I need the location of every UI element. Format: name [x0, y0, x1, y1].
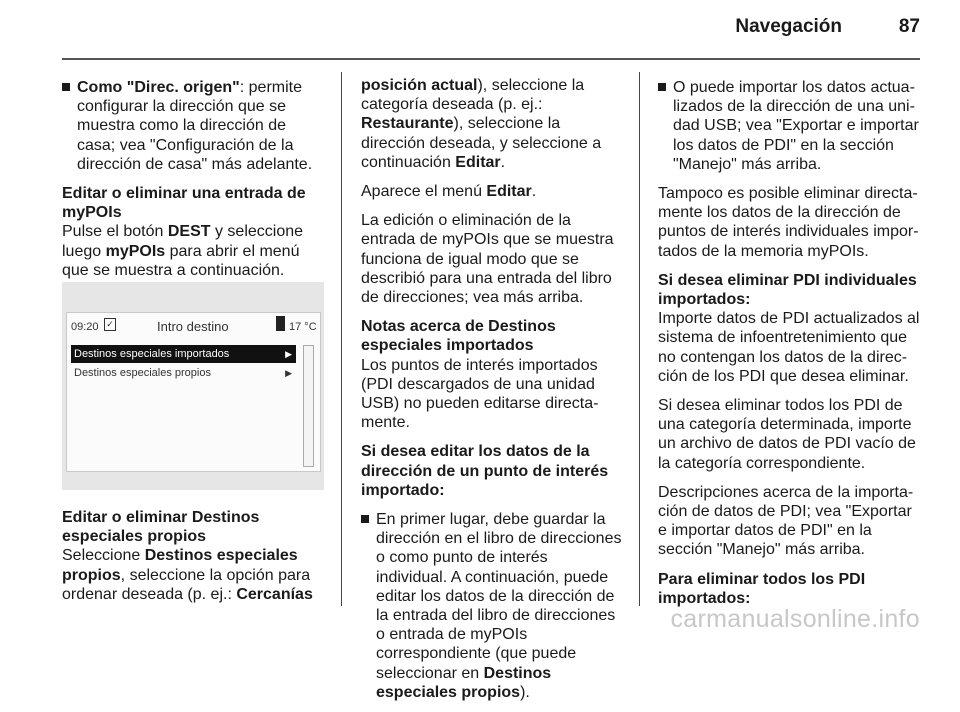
- screenshot-figure: [62, 282, 324, 490]
- text-run: Aparece el menú: [361, 183, 487, 201]
- text-strong: myPOIs: [105, 242, 166, 260]
- bullet-direc-origen: [62, 78, 324, 174]
- bullet-strong: Como "Direc. origen": [77, 79, 240, 96]
- paragraph-seleccione: [62, 546, 324, 604]
- thermometer-icon: [276, 316, 285, 331]
- heading-editar-propios: Editar o eliminar Destinos especiales propios: [62, 509, 260, 546]
- column-3: [658, 78, 922, 608]
- column-divider-1: [341, 72, 342, 606]
- screen-scrollbar[interactable]: [303, 345, 314, 467]
- text-run: En primer lugar, debe guardar la dirección en el libro de direcciones o como punto de interés individual. A continuación, puede editar los datos de la dirección de la entrada del libro de direcciones o entrada de myPOIs correspondiente (que puede seleccionar en: [376, 511, 622, 682]
- screen-status-bar: [67, 313, 320, 337]
- text-strong: Destinos especiales propios: [376, 664, 552, 701]
- column-divider-2: [639, 72, 640, 606]
- text-run: Seleccione: [62, 547, 145, 565]
- paragraph-pdi-importados: Los puntos de interés importados (PDI descargados de una unidad USB) no pueden editarse directamente.: [361, 356, 599, 432]
- section-title: Navegación: [735, 16, 842, 37]
- paragraph-continuation: [361, 76, 623, 172]
- heading-editar-datos: Si desea editar los datos de la dirección de un punto de interés importado:: [361, 443, 609, 499]
- text-run: O puede importar los datos actualizados de la dirección de una unidad USB; vea "Exportar e importar los datos de PDI" en la sección "Manejo" más arriba.: [673, 79, 919, 173]
- bullet-importar-usb: [658, 78, 922, 174]
- paragraph-aparece-menu: [361, 182, 623, 201]
- heading-notas-importados: Notas acerca de Destinos especiales importados: [361, 318, 556, 355]
- text-run: para abrir el menú que se muestra a continuación.: [62, 242, 300, 279]
- text-strong: Editar: [455, 153, 501, 171]
- menu-item-label: Destinos especiales importados: [74, 348, 230, 360]
- bullet-text: : permite configurar la dirección que se muestra como la dirección de casa; vea "Configuración de la dirección de casa" más adelante.: [77, 79, 313, 173]
- header-divider: [62, 58, 920, 60]
- text-run: ).: [520, 683, 530, 701]
- column-1-lower: [62, 508, 324, 614]
- text-run: y seleccione luego: [62, 223, 304, 260]
- temperature-text: 17 °C: [289, 321, 317, 333]
- text-strong: Restaurante: [361, 115, 454, 133]
- bullet-square-icon: [62, 83, 70, 91]
- paragraph-edicion: La edición o eliminación de la entrada de myPOIs que se muestra funciona de igual modo que se describió para una entrada del libro de direcciones; vea más arriba.: [361, 212, 614, 307]
- text-strong: posición actual: [361, 77, 478, 94]
- page-header: [0, 0, 960, 50]
- column-2: [361, 76, 623, 712]
- menu-item-label: Destinos especiales propios: [74, 367, 211, 379]
- text-strong: DEST: [167, 223, 211, 241]
- text-run: ), seleccione la categoría deseada (p. ej.:: [361, 77, 585, 114]
- menu-item-propios[interactable]: [71, 364, 296, 382]
- text-run: Pulse el botón: [62, 223, 168, 241]
- text-strong: Cercanías: [236, 585, 313, 603]
- menu-item-importados[interactable]: [71, 345, 296, 363]
- text-run: ), seleccione la dirección deseada, y seleccione a continuación: [361, 115, 602, 171]
- infotainment-screen: [66, 312, 321, 472]
- heading-eliminar-todos: Para eliminar todos los PDI importados:: [658, 570, 866, 607]
- chevron-right-icon: ▶: [285, 368, 292, 378]
- paragraph-eliminar-categoria: Si desea eliminar todos los PDI de una categoría determinada, importe un archivo de datos de PDI vacío de la categoría correspondiente.: [658, 397, 916, 472]
- check-icon: ✓: [104, 318, 116, 331]
- text-run: , seleccione la opción para ordenar deseada (p. ej.:: [62, 566, 311, 603]
- column-1: [62, 78, 324, 290]
- screen-menu: [71, 345, 296, 382]
- paragraph-pulse-dest: [62, 222, 324, 280]
- text-run: .: [500, 153, 506, 171]
- watermark: carmanualsonline.info: [670, 605, 920, 633]
- bullet-square-icon: [658, 83, 666, 91]
- paragraph-importe-datos: Importe datos de PDI actualizados al sistema de infoentretenimiento que no contengan los datos de la dirección de los PDI que desea eliminar.: [658, 310, 920, 385]
- text-run: .: [531, 183, 537, 201]
- text-strong: Editar: [486, 183, 532, 201]
- heading-eliminar-individuales: Si desea eliminar PDI individuales importados:: [658, 271, 917, 309]
- clock-text: 09:20: [71, 321, 99, 333]
- text-strong: Destinos especiales propios: [62, 547, 298, 584]
- heading-editar-mypois: Editar o eliminar una entrada de myPOIs: [62, 185, 306, 222]
- bullet-guardar-direccion: [361, 510, 623, 702]
- chevron-right-icon: ▶: [285, 349, 292, 359]
- bullet-square-icon: [361, 515, 369, 523]
- screen-title: Intro destino: [157, 319, 229, 334]
- page-number: 87: [898, 16, 920, 37]
- paragraph-tampoco: Tampoco es posible eliminar directamente los datos de la dirección de puntos de interés individuales importados de la memoria myPOIs.: [658, 185, 919, 260]
- paragraph-descripciones: Descripciones acerca de la importación de datos de PDI; vea "Exportar e importar datos de PDI" en la sección "Manejo" más arriba.: [658, 483, 914, 559]
